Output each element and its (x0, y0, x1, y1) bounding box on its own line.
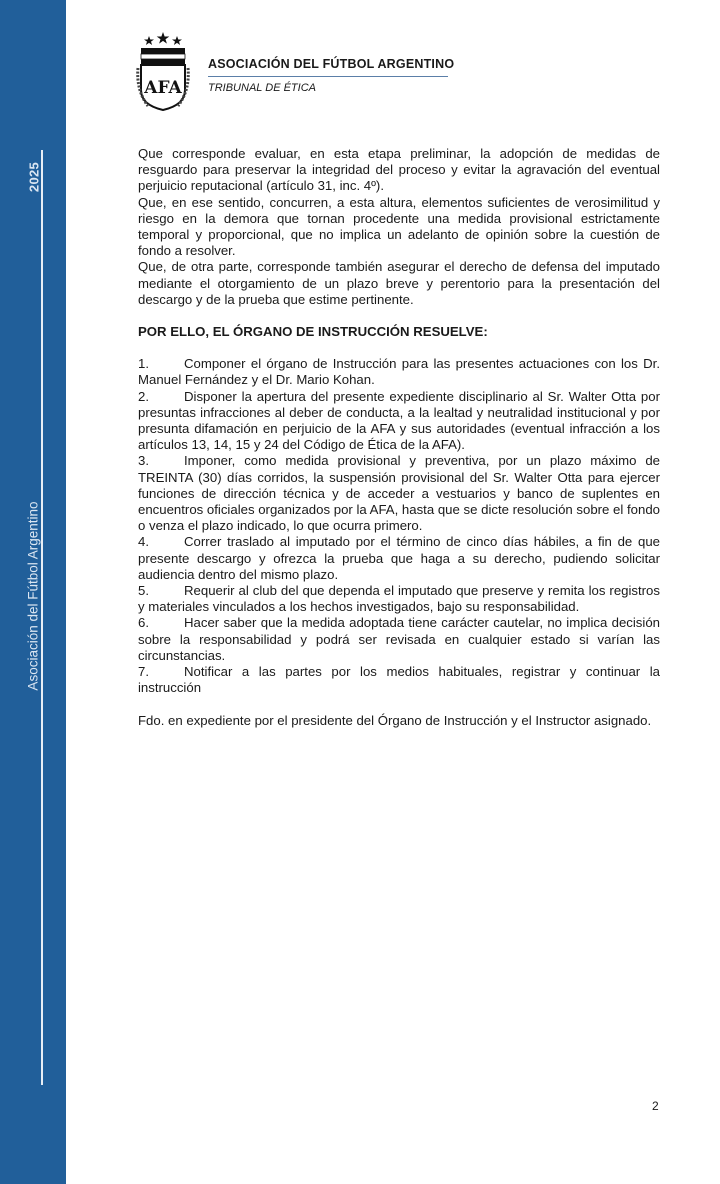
item-number: 5. (138, 583, 149, 599)
item-text: Notificar a las partes por los medios habituales, registrar y continuar la instrucción (138, 664, 660, 696)
afa-crest-icon (136, 30, 190, 112)
sidebar-org-name: Asociación del Fútbol Argentino (25, 501, 41, 691)
org-subtitle: TRIBUNAL DE ÉTICA (208, 82, 316, 94)
item-text: Hacer saber que la medida adoptada tiene carácter cautelar, no implica decisión sobre la responsabilidad y podrá ser revisada en cualquier estado si varían las circunstancias. (138, 615, 660, 663)
resolution-item (138, 664, 660, 696)
item-number: 1. (138, 356, 149, 372)
document-body (138, 146, 660, 729)
signature-line: Fdo. en expediente por el presidente del Órgano de Instrucción y el Instructor asignado. (138, 712, 652, 728)
paragraph: Que, en ese sentido, concurren, a esta altura, elementos suficientes de verosimilitud y riesgo en la demora que tornan procedente una medida provisional estrictamente temporal y proporcional, que no implica un adelanto de opinión sobre la cuestión de fondo a resolver. (138, 194, 660, 259)
resolution-item (138, 453, 660, 534)
sidebar-band (0, 0, 66, 1184)
item-number: 6. (138, 615, 149, 631)
page-number: 2 (652, 1099, 659, 1113)
resolution-heading: POR ELLO, EL ÓRGANO DE INSTRUCCIÓN RESUELVE: (138, 324, 488, 340)
resolution-item (138, 389, 660, 454)
item-number: 2. (138, 388, 149, 404)
resolution-item (138, 615, 660, 664)
paragraph: Que, de otra parte, corresponde también asegurar el derecho de defensa del imputado mediante el otorgamiento de un plazo breve y perentorio para la presentación del descargo y de la prueba que estime pertinente. (138, 259, 660, 307)
resolution-item (138, 534, 660, 583)
item-text: Componer el órgano de Instrucción para las presentes actuaciones con los Dr. Manuel Fernández y el Dr. Mario Kohan. (138, 356, 660, 388)
title-rule (208, 76, 448, 77)
org-title: ASOCIACIÓN DEL FÚTBOL ARGENTINO (208, 57, 455, 71)
item-text: Imponer, como medida provisional y preventiva, por un plazo máximo de TREINTA (30) días corridos, la suspensión provisional del Sr. Walter Otta para ejercer funciones de dirección técnica y de acceder a vestuarios y banco de suplentes en encuentros oficiales organizados por la AFA, hasta que se dicte resolución sobre el fondo o venza el plazo indicado, lo que ocurra primero. (138, 453, 660, 534)
item-text: Correr traslado al imputado por el término de cinco días hábiles, a fin de que presente descargo y ofrezca la prueba que haga a su derecho, pudiendo solicitar audiencia dentro del mismo plazo. (138, 534, 660, 582)
item-number: 7. (138, 664, 149, 680)
item-number: 3. (138, 453, 149, 469)
paragraph: Que corresponde evaluar, en esta etapa preliminar, la adopción de medidas de resguardo para preservar la integridad del proceso y evitar la agravación del eventual perjuicio reputacional (artículo 31, inc. 4º). (138, 146, 660, 194)
resolution-item (138, 356, 660, 388)
item-text: Disponer la apertura del presente expediente disciplinario al Sr. Walter Otta por presuntas infracciones al deber de conducta, a la lealtad y neutralidad institucional y por presunta difamación en perjuicio de la AFA y sus autoridades (eventual infracción a los artículos 13, 14, 15 y 24 del Código de Ética de la AFA). (138, 388, 660, 453)
svg-text:AFA: AFA (144, 78, 182, 98)
item-number: 4. (138, 534, 149, 550)
sidebar-year: 2025 (26, 161, 42, 193)
sidebar-divider-line (41, 150, 43, 1085)
item-text: Requerir al club del que dependa el imputado que preserve y remita los registros y materiales vinculados a los hechos investigados, bajo su responsabilidad. (138, 583, 660, 615)
letterhead (136, 30, 466, 115)
resolution-item (138, 583, 660, 615)
